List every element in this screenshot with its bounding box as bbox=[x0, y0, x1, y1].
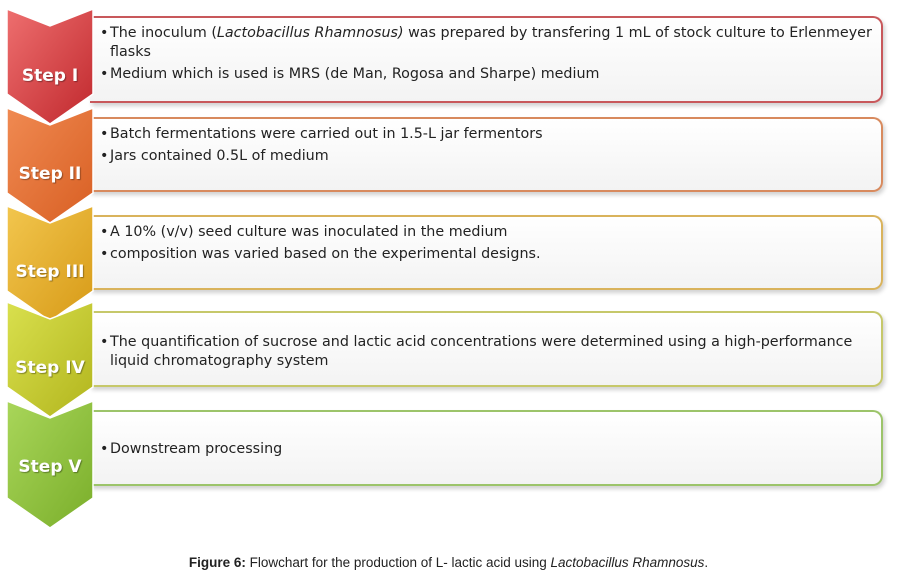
step-4-label: Step IV bbox=[15, 358, 85, 378]
step-5-box bbox=[90, 410, 883, 486]
step-3-bullet-2: • composition was varied based on the experimental designs. bbox=[100, 245, 873, 264]
step-5-bullet-1: • Downstream processing bbox=[100, 440, 873, 459]
step-1-bullet-2: • Medium which is used is MRS (de Man, Rogosa and Sharpe) medium bbox=[100, 65, 873, 84]
step-2-label: Step II bbox=[18, 164, 82, 184]
caption-organism: Lactobacillus Rhamnosus bbox=[550, 555, 705, 570]
step-2-bullet-1: • Batch fermentations were carried out in 1.5-L jar fermentors bbox=[100, 125, 873, 144]
caption-text: Flowchart for the production of L- lactic acid using bbox=[245, 555, 551, 570]
step-2-bullet-2: • Jars contained 0.5L of medium bbox=[100, 147, 873, 166]
step-4-bullet-1: • The quantification of sucrose and lactic acid concentrations were determined using a high-performance liquid chromatography system bbox=[100, 333, 873, 371]
figure-caption bbox=[0, 555, 897, 570]
step-2-box bbox=[90, 117, 883, 192]
step-1-bullet-1: • The inoculum (Lactobacillus Rhamnosus) was prepared by transfering 1 mL of stock culture to Erlenmeyer flasks bbox=[100, 24, 873, 62]
step-3-bullet-1: • A 10% (v/v) seed culture was inoculated in the medium bbox=[100, 223, 873, 242]
caption-end: . bbox=[704, 555, 709, 570]
step-4-box bbox=[90, 311, 883, 387]
step-3-label: Step III bbox=[15, 262, 85, 282]
step-3-box bbox=[90, 215, 883, 290]
step-5-label: Step V bbox=[18, 457, 82, 477]
step-1-label: Step I bbox=[21, 66, 79, 86]
caption-figure-number: Figure 6: bbox=[188, 555, 246, 570]
step-1-box bbox=[90, 16, 883, 103]
step-5-chevron bbox=[6, 400, 94, 530]
